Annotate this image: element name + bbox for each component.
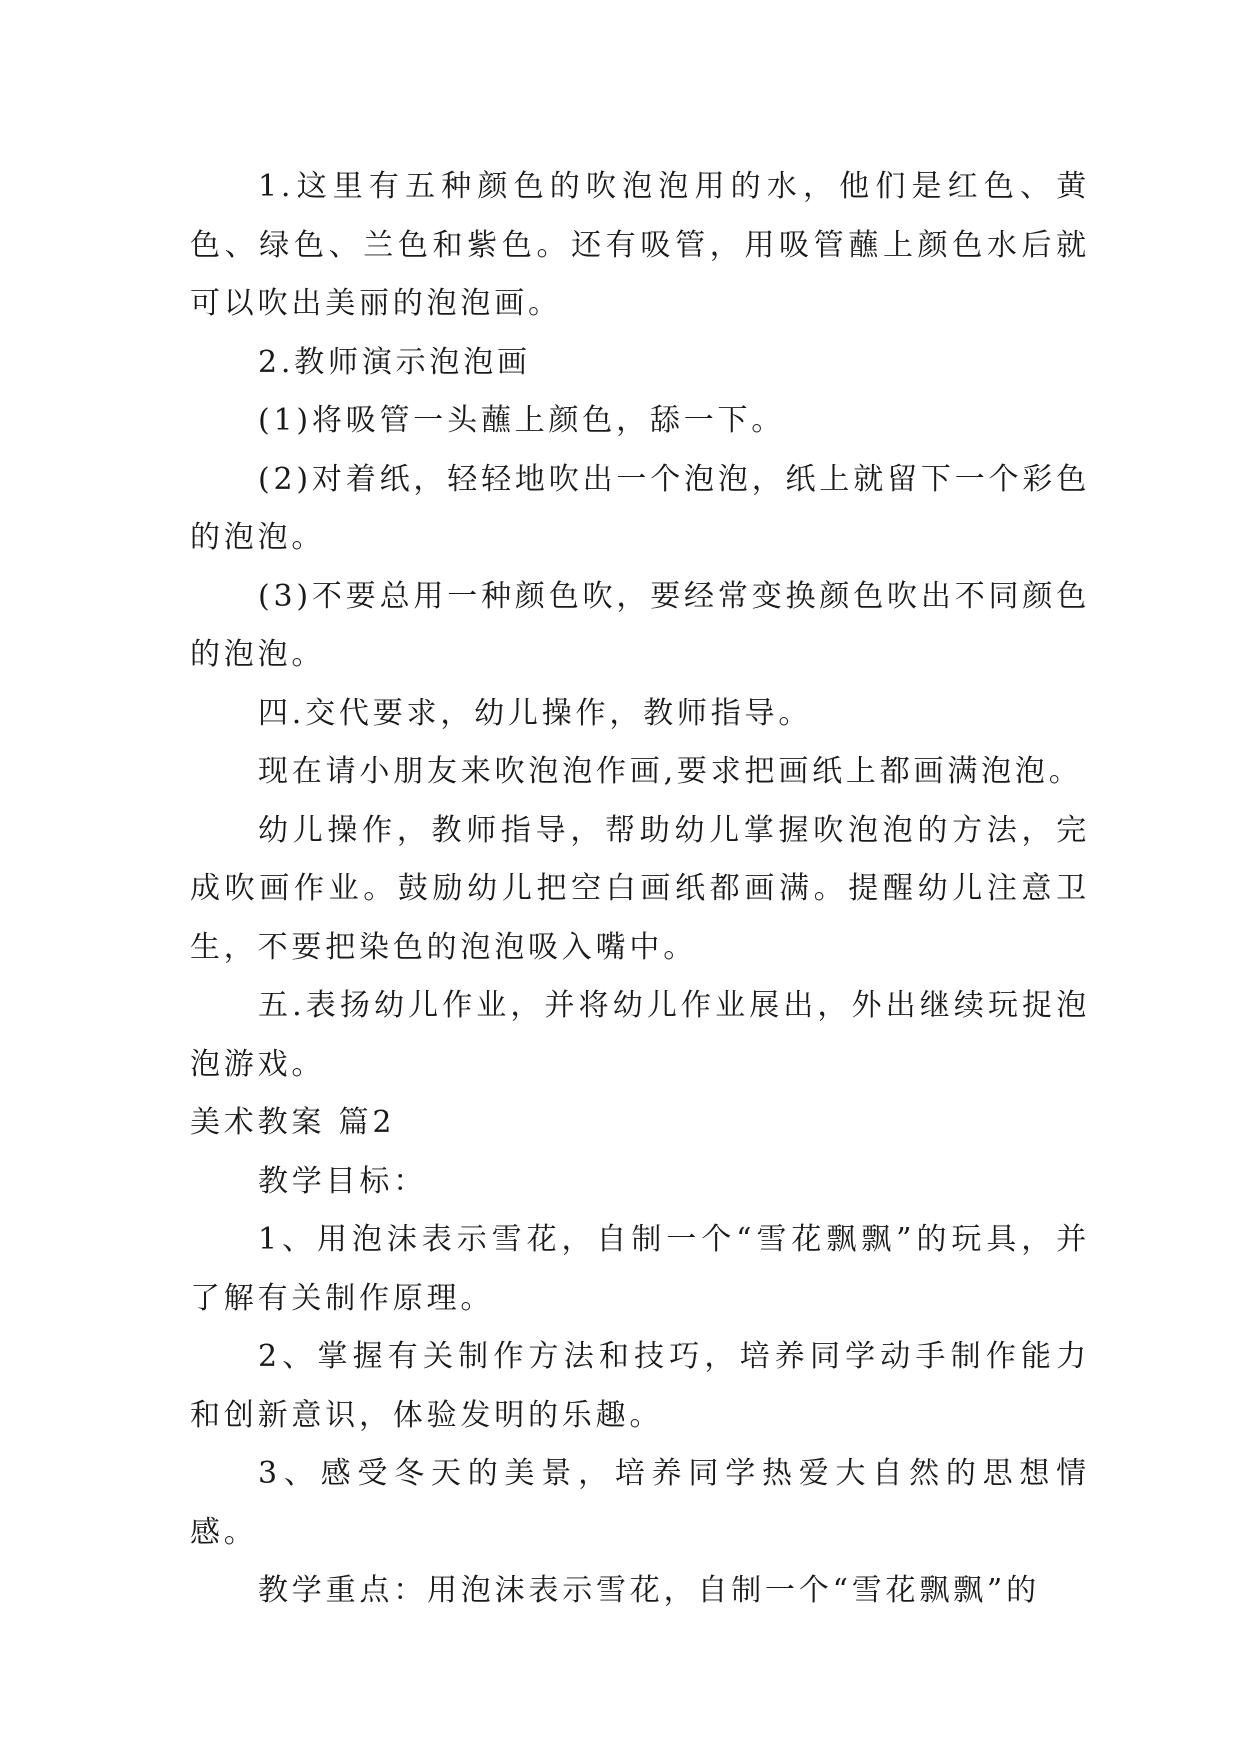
document-body xyxy=(190,158,1090,1621)
paragraph: 幼儿操作，教师指导，帮助幼儿掌握吹泡泡的方法，完成吹画作业。鼓励幼儿把空白画纸都画满。提醒幼儿注意卫生，不要把染色的泡泡吸入嘴中。 xyxy=(190,812,1090,965)
paragraph: 教学目标： xyxy=(258,1163,427,1199)
paragraph: 2、掌握有关制作方法和技巧，培养同学动手制作能力和创新意识，体验发明的乐趣。 xyxy=(190,1339,1090,1433)
paragraph: 2.教师演示泡泡画 xyxy=(258,344,531,380)
paragraph: 3、感受冬天的美景，培养同学热爱大自然的思想情感。 xyxy=(190,1456,1090,1550)
section-heading: 美术教案 篇2 xyxy=(190,1105,396,1140)
paragraph: 1、用泡沫表示雪花，自制一个“雪花飘飘”的玩具，并了解有关制作原理。 xyxy=(190,1222,1090,1316)
paragraph: (3)不要总用一种颜色吹，要经常变换颜色吹出不同颜色的泡泡。 xyxy=(190,578,1090,672)
paragraph: 现在请小朋友来吹泡泡作画,要求把画纸上都画满泡泡。 xyxy=(258,754,1083,789)
paragraph: (2)对着纸，轻轻地吹出一个泡泡，纸上就留下一个彩色的泡泡。 xyxy=(190,461,1090,555)
paragraph: (1)将吸管一头蘸上颜色，舔一下。 xyxy=(258,403,786,438)
paragraph: 1.这里有五种颜色的吹泡泡用的水，他们是红色、黄色、绿色、兰色和紫色。还有吸管，用吸管蘸上颜色水后就可以吹出美丽的泡泡画。 xyxy=(190,169,1090,321)
paragraph: 五.表扬幼儿作业，并将幼儿作业展出，外出继续玩捉泡泡游戏。 xyxy=(190,988,1090,1082)
paragraph: 教学重点：用泡沫表示雪花，自制一个“雪花飘飘”的 xyxy=(258,1573,1040,1608)
paragraph: 四.交代要求，幼儿操作，教师指导。 xyxy=(258,695,813,731)
